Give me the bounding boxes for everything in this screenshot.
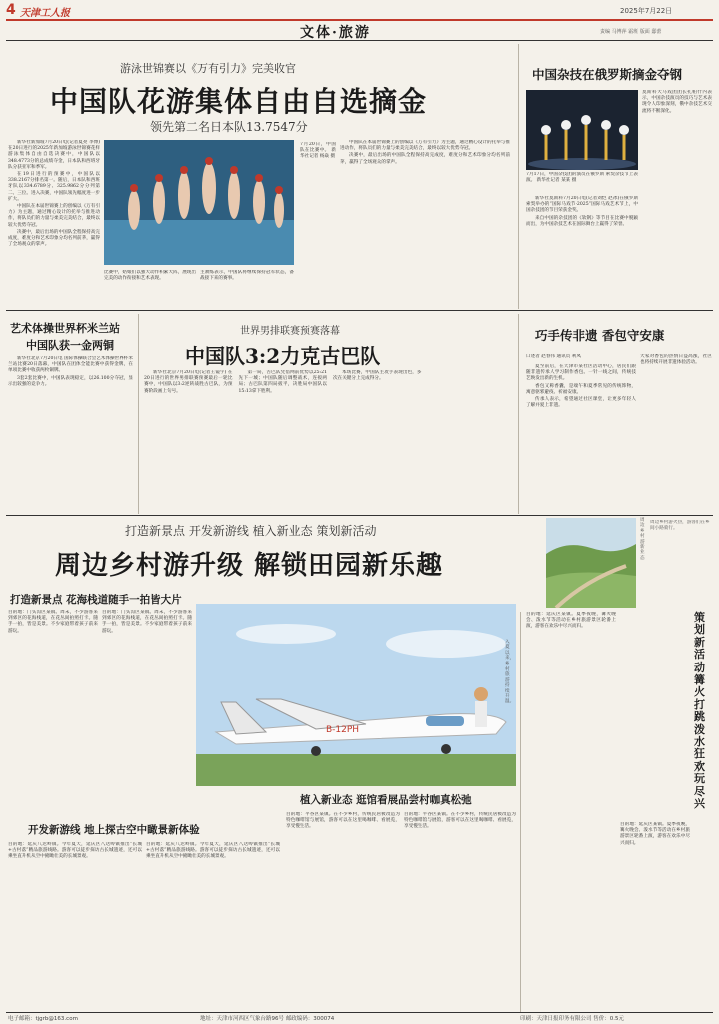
feature-photo-note: 周边乡村游新业态 xyxy=(640,518,645,561)
sub1-body: 目的地：门头沟区某镇。周末，不少游客来到郊区的花海栈道，在花丛间拍照打卡。随手一拍，皆是美景。不少家庭带着孩子前来游玩。 xyxy=(8,610,98,634)
xiangbao-paragraph: 夏至前后，在天津市某社区活动中心，居民们跟随非遗传承人学习制作香包。一针一线之间，传统技艺焕发出新的生机。 xyxy=(526,364,636,382)
worldcup-paragraph: 新华社北京7月20日电 国际体操联合会艺术体操世界杯米兰站比赛20日落幕，中国队在团体全能比赛中获得金牌，在单项比赛中收获两枚铜牌。 xyxy=(8,356,133,374)
sub4-body: 目的地：延庆区某镇。夏季夜晚，篝火晚会、泼水节等活动在乡村旅游景区轮番上演，游客在欢乐中尽兴而归。 xyxy=(526,612,616,630)
swim-body-col5 xyxy=(340,140,510,305)
section-rule xyxy=(6,40,713,41)
worldcup-subhead: 中国队获一金两铜 xyxy=(26,339,114,352)
swim-headline: 中国队花游集体自由自选摘金 xyxy=(50,85,428,118)
acrobat-paragraph: 新华社莫斯科7月20日电(记者刘恺 赵冰)在俄罗斯索契举办的“国际马戏节·2025”国际马戏艺术节上，中国杂技团的节目荣获金奖。 xyxy=(526,196,638,214)
editor-credit: 责编 马博萍 霜班 版面 邸蕾 xyxy=(600,29,662,35)
feature-kicker: 打造新景点 开发新游线 植入新业态 策划新活动 xyxy=(125,524,377,538)
xiangbao-byline: 口述者 赵春伟 通讯员 利凤 xyxy=(526,354,581,359)
paper-name: 天津工人报 xyxy=(20,8,70,19)
volleyball-paragraph: 第一局，古巴队凭借网前优势以25:21先下一城；中国队随后调整战术，连扳两局；古巴队第四局扳平，决胜局中国队以15:13拿下胜利。 xyxy=(238,370,327,394)
xiangbao-paragraph: 香包又称香囊，是端午和夏季常见的传统饰物，寓意驱邪避疫、祈福安康。 xyxy=(526,383,636,395)
masthead-rule xyxy=(6,19,713,21)
airplane-photo xyxy=(196,604,516,786)
svg-text:B-12PH: B-12PH xyxy=(326,725,360,735)
footer-email: 电子邮箱：tjgrb@163.com xyxy=(8,1016,78,1022)
sub1-title: 打造新景点 花海栈道随手一拍皆大片 xyxy=(10,594,182,606)
acrobat-headline: 中国杂技在俄罗斯摘金夺钢 xyxy=(532,67,683,82)
column-divider xyxy=(520,612,521,1012)
page-number: 4 xyxy=(6,2,16,18)
swim-paragraph: 决赛中，最后出场的中国队全程保持高完成度，难度分和艺术印象分均名列前茅，赢得了全场观众的掌声。 xyxy=(340,153,510,165)
feature-headline: 周边乡村游升级 解锁田园新乐趣 xyxy=(55,551,444,581)
volleyball-headline: 中国队3:2力克古巴队 xyxy=(185,344,381,368)
swim-photo xyxy=(104,140,294,265)
feature-vertical-caption: 周边乡村游火热，游客们在乡间小路骑行。 xyxy=(650,520,710,531)
row-divider xyxy=(6,515,713,516)
sub4-body-col2: 目的地：延庆区某镇。夏季夜晚，篝火晚会、泼水节等活动在乡村旅游景区轮番上演，游客在欢乐中尽兴而归。 xyxy=(620,822,690,846)
feature-landscape-photo xyxy=(546,518,636,608)
swim-photo-caption: 7月20日，中国队在比赛中。 新华社记者 杨焱 摄 xyxy=(300,142,336,160)
airplane-illustration xyxy=(196,604,516,786)
xiangbao-body-col2: 大家对香包的热情日益高涨，社区也将持续开展非遗体验活动。 xyxy=(640,354,712,366)
sub3-title: 植入新业态 逛馆看展品尝村咖真松弛 xyxy=(300,794,472,806)
volleyball-paragraph: 本场比赛，中国队主攻手表现出色，多次在关键分上完成得分。 xyxy=(333,370,422,382)
swim-paragraph: 中国队在本届世锦赛上的创编以《万有引力》为主题，通过精心设计的托举与推进动作，将队员们的力量与柔美完美结合，最终以较大优势夺冠。 xyxy=(340,140,510,152)
swim-paragraph: 决赛中，最后出场的中国队全程保持高完成度，难度分和艺术印象分均名列前茅，赢得了全场观众的掌声。 xyxy=(8,229,100,248)
column-divider xyxy=(138,314,139,514)
sub3-body-col2: 目的地：平谷区某镇。在不少乡村，传统民居被改造为特色咖啡馆与展馆，游客可以在这里喝咖啡、看展览，享受慢生活。 xyxy=(404,812,516,830)
sub3-body: 目的地：平谷区某镇。在不少乡村，传统民居被改造为特色咖啡馆与展馆，游客可以在这里喝咖啡、看展览，享受慢生活。 xyxy=(286,812,400,830)
swim-paragraph: 在19日进行的预赛中，中国队以338.2167分排名第一。随后，日本队和西班牙队以334.6789分、325.9862分分列第二、三位。进入决赛，中国队领先幅度进一步扩大。 xyxy=(8,172,100,202)
swim-body-col1 xyxy=(8,140,100,305)
acrobat-illustration xyxy=(526,90,638,170)
volleyball-kicker: 世界男排联赛预赛落幕 xyxy=(240,326,340,337)
sub4-vertical-title: 策划新活动 篝火打跳泼水狂欢玩尽兴 xyxy=(694,611,705,811)
xiangbao-paragraph: 传承人表示，希望通过社区课堂，让更多年轻人了解并爱上非遗。 xyxy=(526,397,636,409)
acrobat-photo xyxy=(526,90,638,170)
swim-body-col4: 主教练表示，中国队将继续保持冠军状态，备战接下来的赛事。 xyxy=(200,270,294,282)
swim-subhead: 领先第二名日本队13.7547分 xyxy=(150,120,308,134)
swimmers-illustration xyxy=(104,140,294,265)
footer-address: 地址：天津市河西区气象台路96号 邮政编码：300074 xyxy=(200,1016,335,1022)
column-divider xyxy=(518,44,519,309)
footer-rule xyxy=(6,1012,713,1013)
row-divider xyxy=(6,310,713,311)
acrobat-body-col1 xyxy=(526,196,638,306)
worldcup-headline: 艺术体操世界杯米兰站 xyxy=(10,322,120,335)
volleyball-body xyxy=(144,370,516,510)
acrobat-paragraph: 来自中国的杂技团的《软钢》等节目在比赛中脱颖而出，为中国杂技艺术在国际舞台上赢得了荣誉。 xyxy=(526,215,638,227)
swim-body-col3: 比赛中，姑娘们以强大动作积累大阵，展现出完美的动作衔接和艺术表现。 xyxy=(104,270,196,282)
xiangbao-headline: 巧手传非遗 香包守安康 xyxy=(535,328,665,343)
sub2-body-col2: 目的地：延庆八达岭镇。今年夏天，延庆区八达岭镇推出“长城+古村落”精品旅游线路。游客可以徒步探访古长城遗迹，还可以乘坐直升机从空中俯瞰壮美的长城景观。 xyxy=(146,842,280,860)
column-divider xyxy=(518,314,519,514)
acrobat-body-col2: 莫斯科大马戏团团长扎帕什内表示，中国杂技演员的技巧与艺术表现令人印象深刻，俄中杂技艺术交流将不断深化。 xyxy=(642,90,712,114)
swim-kicker: 游泳世锦赛以《万有引力》完美收官 xyxy=(120,62,296,75)
worldcup-body xyxy=(8,356,133,506)
swim-paragraph: 中国队在本届世锦赛上的创编以《万有引力》为主题，通过精心设计的托举与推进动作，将队员们的力量与柔美完美结合，最终以较大优势夺冠。 xyxy=(8,204,100,228)
sub2-body: 目的地：延庆八达岭镇。今年夏天，延庆区八达岭镇推出“长城+古村落”精品旅游线路。游客可以徒步探访古长城遗迹，还可以乘坐直升机从空中俯瞰壮美的长城景观。 xyxy=(8,842,142,860)
acrobat-photo-caption: 7月17日，中国杂技团的演员在俄罗斯 索契杂技节上表演。 新华社记者 某某 摄 xyxy=(526,172,638,184)
xiangbao-body-col1 xyxy=(526,364,636,509)
landscape-illustration xyxy=(546,518,636,608)
sub2-title: 开发新游线 地上探古空中瞰景新体验 xyxy=(28,824,200,836)
volleyball-paragraph: 新华社北京7月20日电(记者王镜宇) 在20日进行的世界男排联赛预赛最后一轮比赛中，中国队以3:2逆转战胜古巴队，为预赛阶段画上句号。 xyxy=(144,370,233,394)
section-title: 文体·旅游 xyxy=(300,25,371,41)
swim-paragraph: 新华社新加坡7月20日电(记者夏亮 李博)在20日进行的2025年新加坡游泳世锦赛花样游泳集体自由自选决赛中，中国队以348.4773分的总成绩夺金，日本队和西班牙队分获亚军和季军。 xyxy=(8,140,100,170)
issue-date: 2025年7月22日 xyxy=(620,7,673,15)
airplane-photo-caption: 入夏以来，乡村旅游持续升温。 xyxy=(505,640,515,705)
sub1-body-col2: 目的地：门头沟区某镇。周末，不少游客来到郊区的花海栈道，在花丛间拍照打卡。随手一拍，皆是美景。不少家庭带着孩子前来游玩。 xyxy=(102,610,192,634)
worldcup-paragraph: 3套2套比赛中，中国队表现稳定，以26.100分夺冠，显示出较强的竞争力。 xyxy=(8,375,133,387)
footer-printer: 印刷：天津日报印务有限公司 售价：0.5元 xyxy=(520,1016,624,1022)
